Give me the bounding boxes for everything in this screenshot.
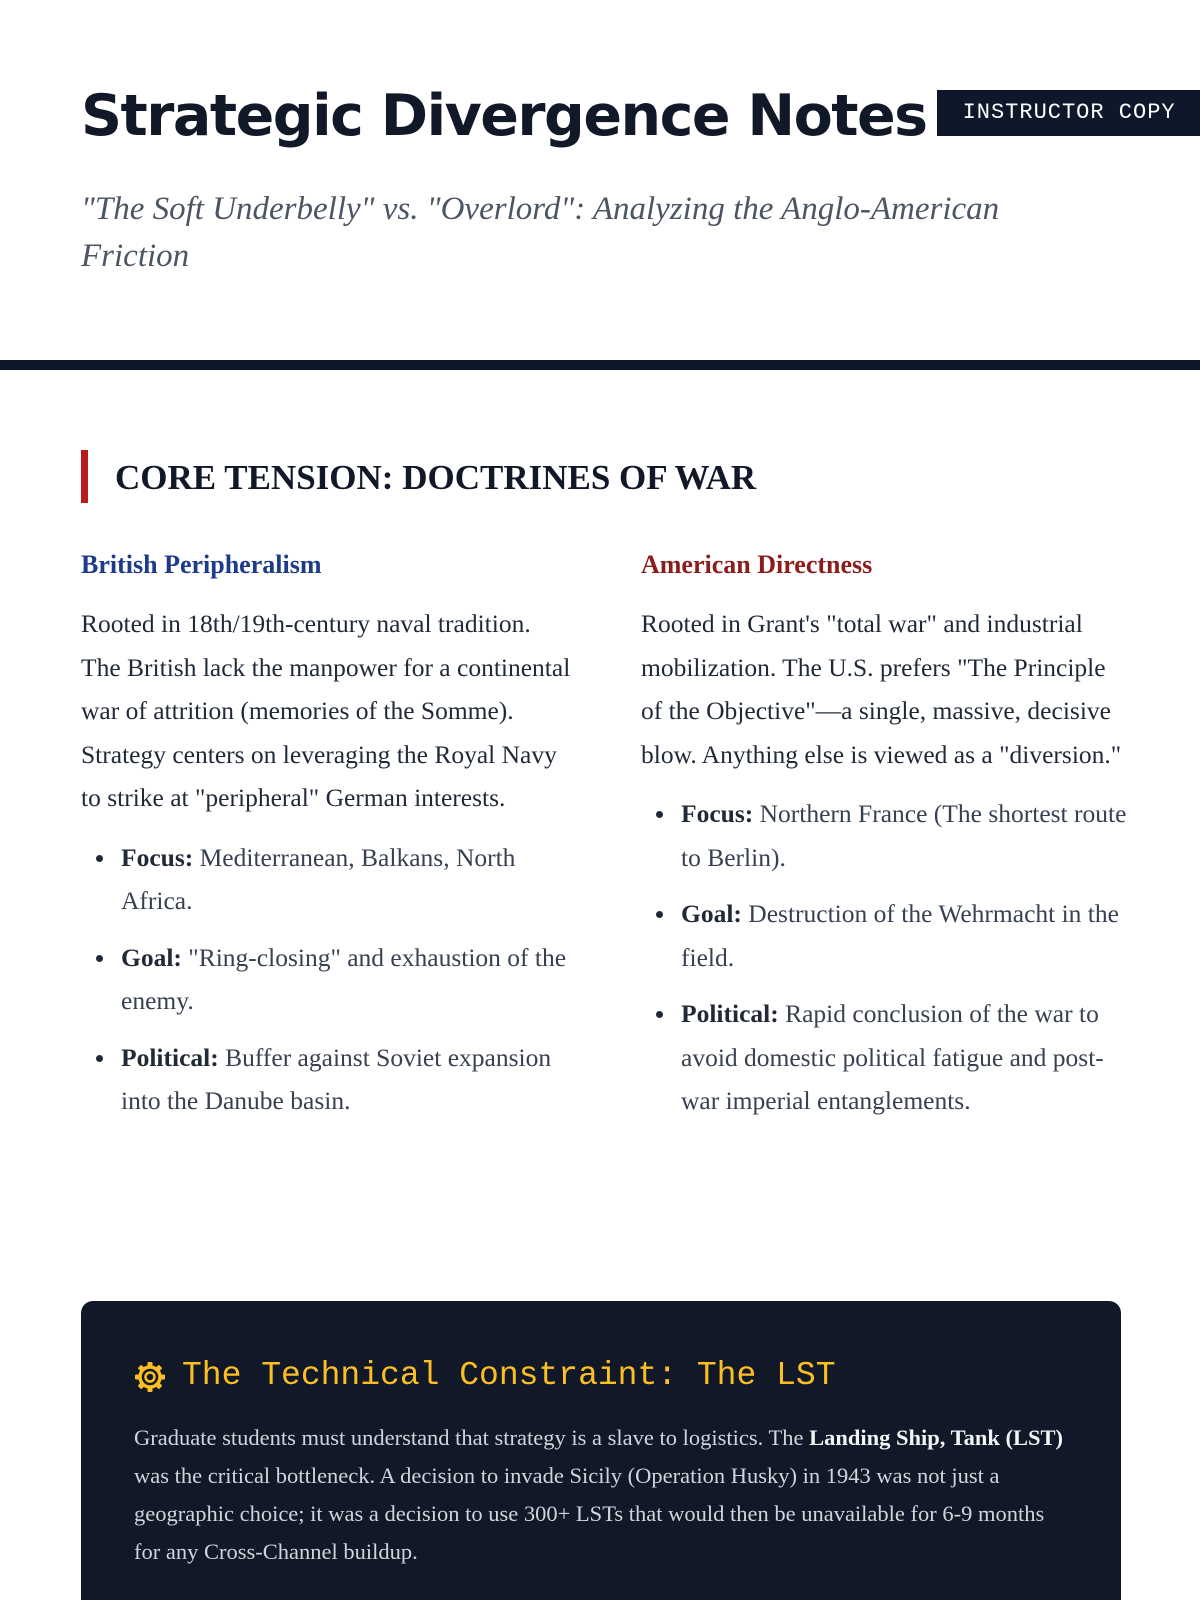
item-text: Northern France (The shortest route to Berlin). bbox=[681, 799, 1127, 872]
technical-constraint-box bbox=[81, 1301, 1121, 1600]
american-list bbox=[641, 792, 1131, 1123]
american-heading: American Directness bbox=[641, 550, 873, 579]
section-heading-text: CORE TENSION: DOCTRINES OF WAR bbox=[115, 458, 757, 497]
technical-text-after: was the critical bottleneck. A decision to invade Sicily (Operation Husky) in 1943 was not just a geographic choice; it was a decision to use 300+ LSTs that would then be unavailable for 6-9 months for any Cross-Channel buildup. bbox=[134, 1463, 1045, 1564]
british-heading: British Peripheralism bbox=[81, 550, 322, 579]
item-text: Destruction of the Wehrmacht in the field. bbox=[681, 899, 1119, 972]
page-title: Strategic Divergence Notes bbox=[81, 83, 927, 149]
technical-text-bold: Landing Ship, Tank (LST) bbox=[809, 1425, 1063, 1450]
american-column bbox=[641, 545, 1131, 1136]
title-row bbox=[81, 82, 1200, 150]
list-item bbox=[121, 936, 571, 1023]
item-label: Goal: bbox=[121, 942, 182, 972]
item-text: Mediterranean, Balkans, North Africa. bbox=[121, 842, 516, 915]
list-item bbox=[121, 836, 571, 923]
page-header bbox=[0, 0, 1200, 370]
technical-text-before: Graduate students must understand that strategy is a slave to logistics. The bbox=[134, 1425, 810, 1450]
item-text: Buffer against Soviet expansion into the Danube basin. bbox=[121, 1042, 552, 1115]
instructor-copy-badge: INSTRUCTOR COPY bbox=[937, 90, 1200, 136]
gear-icon bbox=[134, 1361, 166, 1393]
item-text: Rapid conclusion of the war to avoid domestic political fatigue and post-war imperial entanglements. bbox=[681, 999, 1104, 1115]
technical-text bbox=[134, 1419, 1068, 1571]
item-label: Political: bbox=[121, 1042, 219, 1072]
list-item bbox=[681, 892, 1131, 979]
item-text: "Ring-closing" and exhaustion of the enemy. bbox=[121, 942, 567, 1015]
list-item bbox=[681, 792, 1131, 879]
page-subtitle: "The Soft Underbelly" vs. "Overlord": Analyzing the Anglo-American Friction bbox=[81, 191, 1000, 274]
british-column bbox=[81, 545, 571, 1136]
list-item bbox=[681, 992, 1131, 1123]
item-label: Focus: bbox=[121, 842, 194, 872]
item-label: Goal: bbox=[681, 899, 742, 928]
british-list bbox=[81, 836, 571, 1123]
technical-title-row bbox=[134, 1351, 1068, 1399]
section-heading bbox=[81, 450, 756, 503]
list-item bbox=[121, 1036, 571, 1123]
british-paragraph: Rooted in 18th/19th-century naval tradition. The British lack the manpower for a continental war of attrition (memories of the Somme). Strategy centers on leveraging the Royal Navy to strike at "peripheral" German interests. bbox=[81, 609, 571, 812]
item-label: Focus: bbox=[681, 799, 754, 828]
american-paragraph: Rooted in Grant's "total war" and industrial mobilization. The U.S. prefers "The Principle of the Objective"—a single, massive, decisive blow. Anything else is viewed as a "diversion." bbox=[641, 609, 1122, 769]
item-label: Political: bbox=[681, 999, 779, 1028]
technical-title: The Technical Constraint: The LST bbox=[182, 1356, 836, 1394]
